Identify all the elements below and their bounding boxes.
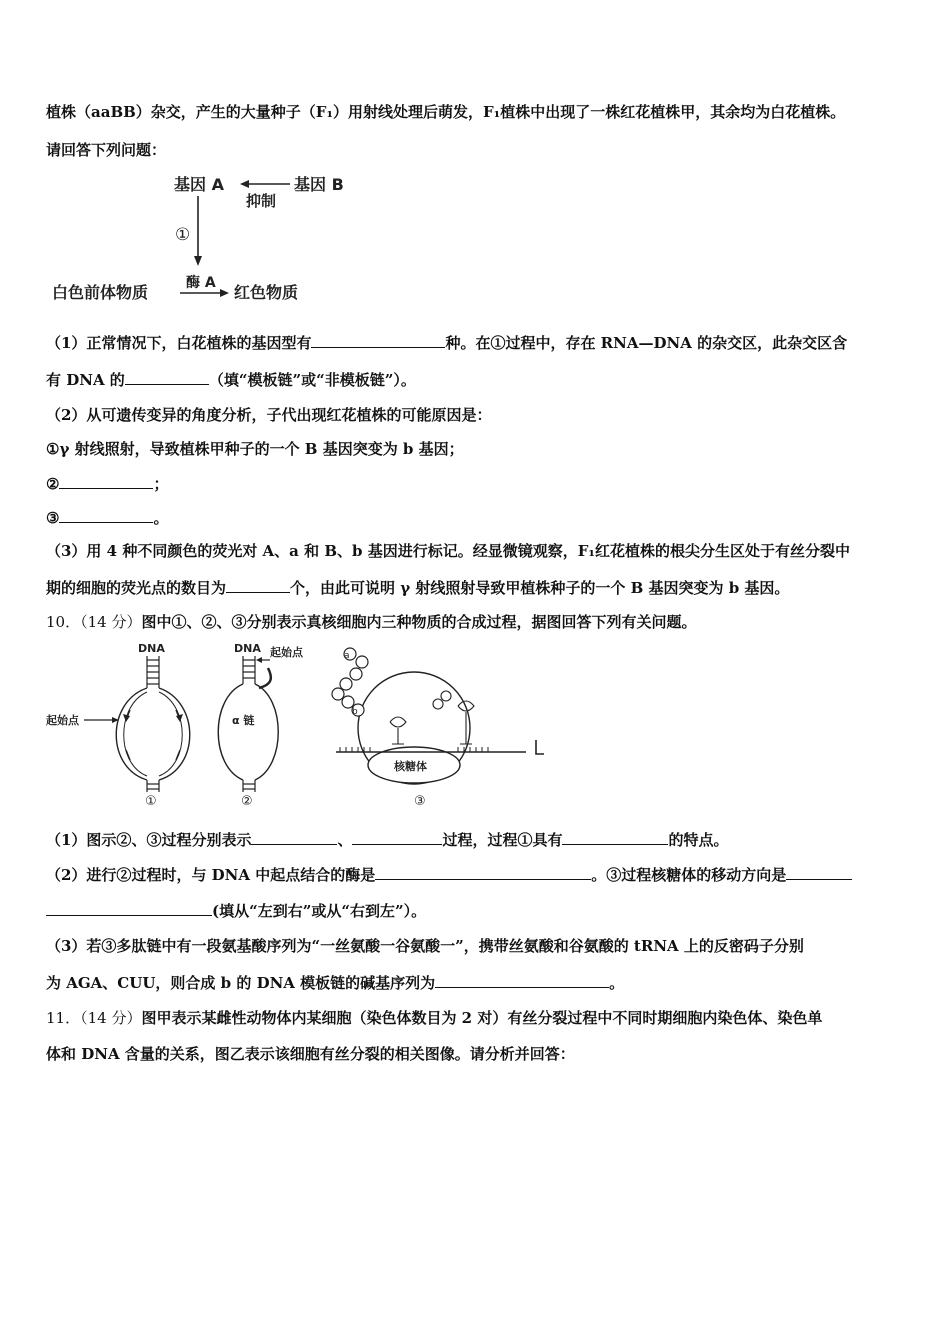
q10-part2-text-b: 。③过程核糖体的移动方向是 [591,866,787,884]
q10-part3-line1: （3）若③多肽链中有一段氨基酸序列为“一丝氨酸一谷氨酸一”，携带丝氨酸和谷氨酸的 tRNA 上的反密码子分别 [46,937,804,955]
q9-reason-1: ①γ 射线照射，导致植株甲种子的一个 B 基因突变为 b 基因； [46,440,464,458]
q9-reason-2-marker: ② [46,475,60,493]
q10-part1 [46,829,729,850]
q9-reason-3 [46,507,168,528]
q9-blank-strand[interactable] [125,369,209,385]
gene-b-label: 基因 B [294,175,344,194]
gene-a-arrowhead [194,256,202,266]
q9-part3-text-b: 期的细胞的荧光点的数目为 [46,579,227,597]
q9-blank-reason-3[interactable] [59,507,153,523]
ribosome-label: 核糖体 [394,760,427,773]
gene-a-label: 基因 A [174,175,224,194]
q10-part3-text-c: 。 [609,974,625,992]
transcription-panel [218,642,304,809]
dna-ladder-bottom-1 [147,780,159,792]
q9-blank-reason-2[interactable] [59,473,153,489]
q9-part1-text-c: 有 DNA 的 [46,371,125,389]
q11-stem-line1 [46,1008,822,1028]
q10-part1-text-c: 过程，过程①具有 [442,831,563,849]
q9-part1-line2 [46,369,416,390]
process-1-label: ① [145,794,157,809]
inhibit-label: 抑制 [246,192,277,210]
white-substance-label: 白色前体物质 [52,283,149,302]
dna-ladder-top-2 [243,656,255,684]
gene-pathway-diagram [46,166,346,311]
q10-part3-text-b: 为 AGA、CUU，则合成 b 的 DNA 模板链的碱基序列为 [46,974,436,992]
q10-blank-direction-a[interactable] [786,864,852,880]
q10-blank-template-sequence[interactable] [435,972,609,988]
q10-stem-text: 图中①、②、③分别表示真核细胞内三种物质的合成过程，据图回答下列有关问题。 [141,613,697,631]
q9-part2: （2）从可遗传变异的角度分析，子代出现红花植株的可能原因是： [46,406,492,424]
q10-part1-text-d: 的特点。 [668,831,729,849]
q10-blank-enzyme[interactable] [375,864,591,880]
enzyme-a-label: 酶 A [186,275,216,291]
q10-part2-text-a: （2）进行②过程时，与 DNA 中起点结合的酶是 [46,866,376,884]
transcription-bubble [218,684,278,780]
q9-reason-2 [46,473,168,494]
inhibit-arrowhead [240,180,249,188]
b-label: b [352,707,358,717]
q10-part3-line2 [46,972,624,993]
reaction-arrowhead [220,289,229,297]
step-one-label: ① [175,225,191,245]
q9-part1-text-a: （1）正常情况下，白花植株的基因型有 [46,334,312,352]
dna-ladder-bottom-2 [243,780,255,792]
q10-number: 10．（14 分） [46,613,142,631]
q10-part2-line2 [46,900,426,921]
q10-blank-feature[interactable] [562,829,668,845]
replication-fork-arrows [126,710,180,760]
q9-blank-genotype-count[interactable] [311,332,445,348]
q10-blank-direction-b[interactable] [46,900,212,916]
q10-part2-line1 [46,864,852,885]
intro-line-1: 植株（aaBB）杂交，产生的大量种子（F₁）用射线处理后萌发，F₁植株中出现了一株红花植株甲，其余均为白花植株。 [46,103,846,121]
replication-bubble-inner [124,692,183,776]
origin-arrowhead-2 [256,657,262,663]
origin-label-2: 起始点 [270,646,303,659]
q11-stem-line2: 体和 DNA 含量的关系，图乙表示该细胞有丝分裂的相关图像。请分析并回答： [46,1045,575,1063]
q9-part3-line2 [46,577,789,598]
q9-reason-3-marker: ③ [46,509,60,527]
q9-part3-text-c: 个，由此可说明 γ 射线照射导致甲植株种子的一个 B 基因突变为 b 基因。 [290,579,790,597]
q10-blank-process-3[interactable] [352,829,442,845]
red-substance-label: 红色物质 [234,283,299,302]
translation-panel [332,648,544,809]
dna-label-2: DNA [234,642,261,655]
q9-reason-3-end: 。 [153,509,169,527]
replication-bubble-outer [116,688,190,780]
synthesis-process-diagram [46,640,556,810]
intro-line-2: 请回答下列问题： [46,141,167,159]
alpha-chain-label: α 链 [232,714,255,727]
q10-part1-text-b: 、 [337,831,353,849]
process-2-label: ② [241,794,253,809]
q9-reason-2-end: ； [153,475,169,493]
translation-direction-mark [536,740,544,754]
process-3-label: ③ [414,794,426,809]
q9-blank-fluorescent-count[interactable] [226,577,290,593]
q10-part2-text-c: (填从“左到右”或从“右到左”）。 [212,902,427,920]
origin-label-1: 起始点 [46,714,79,727]
q9-part1-text-b: 种。在①过程中，存在 RNA—DNA 的杂交区，此杂交区含 [445,334,848,352]
q11-stem-text: 图甲表示某雌性动物体内某细胞（染色体数目为 2 对）有丝分裂过程中不同时期细胞内染色体、染色单 [141,1009,823,1027]
dna-ladder-top-1 [147,656,159,688]
peptide-chain [332,648,368,716]
dna-label-1: DNA [138,642,165,655]
q10-stem [46,612,696,632]
q10-blank-process-2[interactable] [251,829,337,845]
a-label: a [344,651,350,661]
replication-panel [46,642,190,809]
q9-part1-text-d: （填“模板链”或“非模板链”）。 [208,371,416,389]
q10-part1-text-a: （1）图示②、③过程分别表示 [46,831,252,849]
q9-part3-line1: （3）用 4 种不同颜色的荧光对 A、a 和 B、b 基因进行标记。经显微镜观察，F₁红花植株的根尖分生区处于有丝分裂中 [46,542,850,560]
alpha-chain-strand [259,668,271,688]
replication-arrowhead-2 [176,714,183,722]
q11-number: 11．（14 分） [46,1009,142,1027]
replication-arrowhead-1 [123,714,130,722]
q9-part1-line1 [46,332,847,353]
